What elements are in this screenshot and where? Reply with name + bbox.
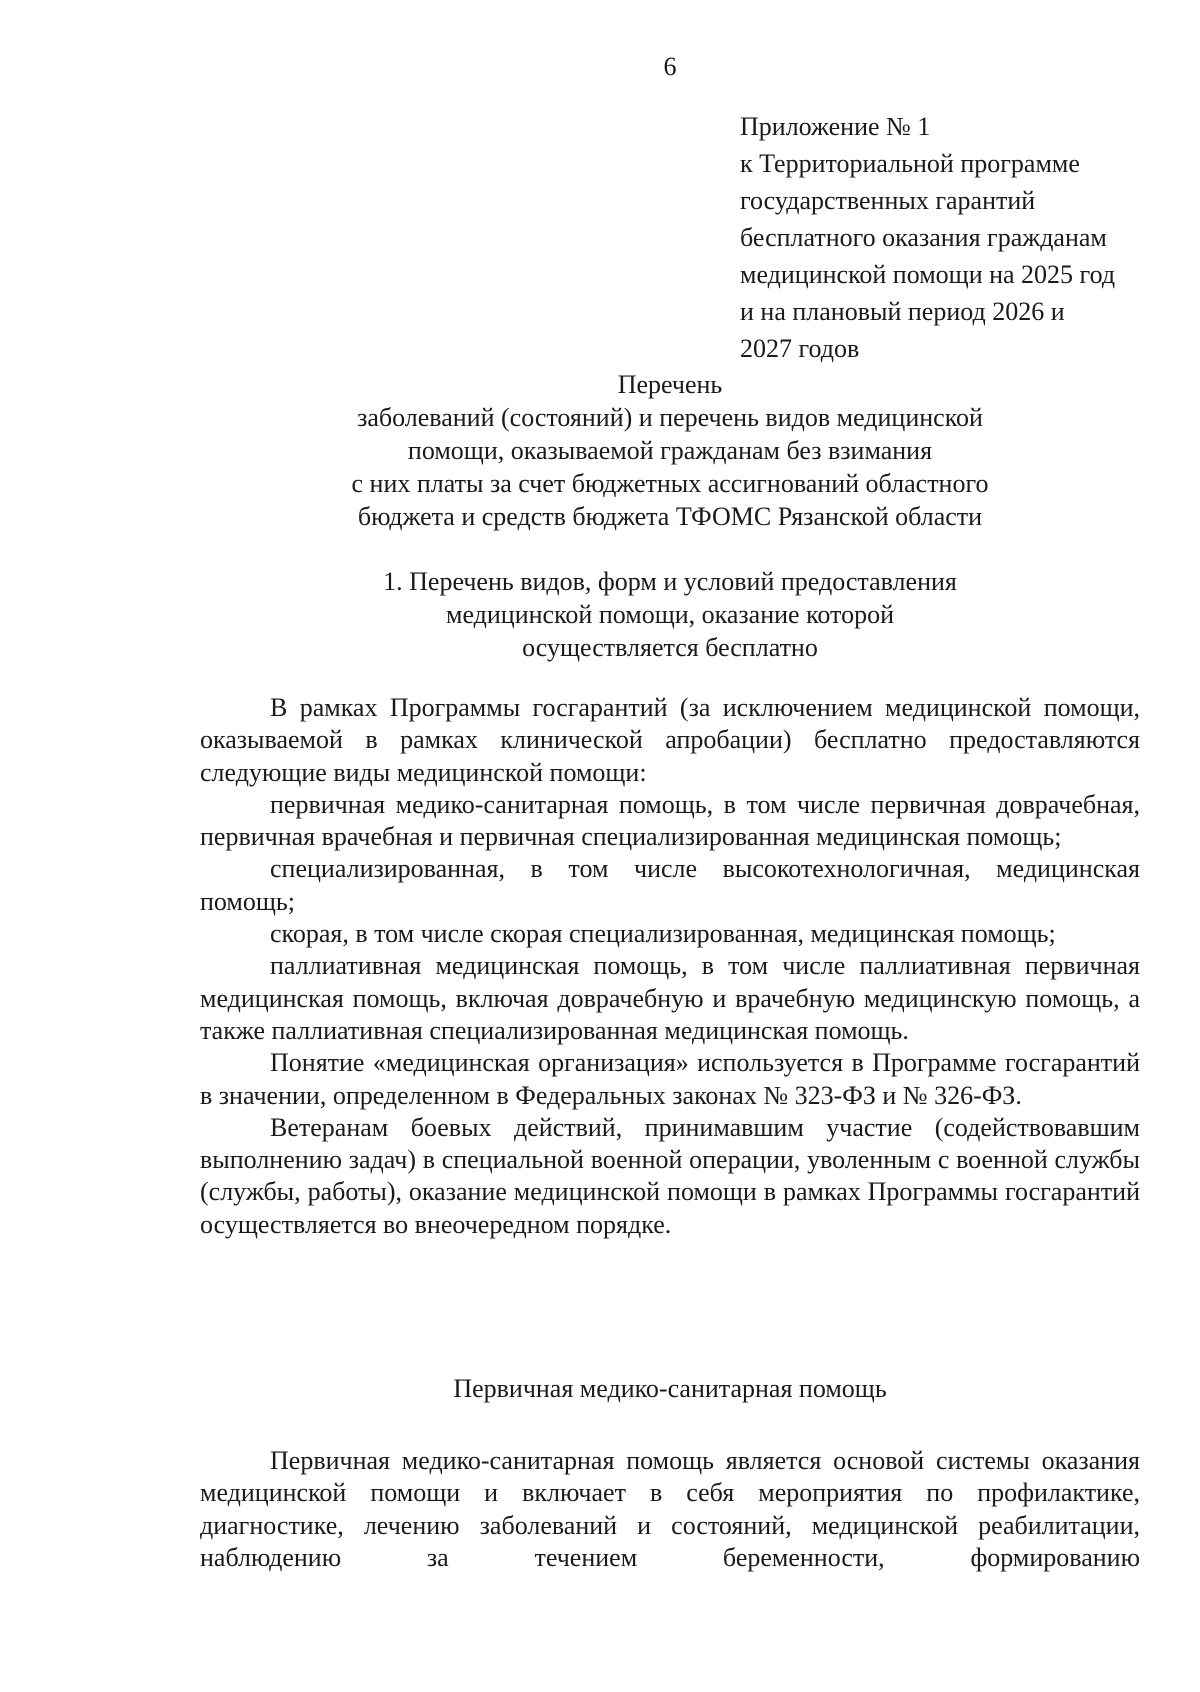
appendix-line: медицинской помощи на 2025 год xyxy=(740,260,1116,289)
section-heading-line: медицинской помощи, оказание которой xyxy=(446,600,894,629)
section-heading-line: 1. Перечень видов, форм и условий предоставления xyxy=(383,567,957,596)
paragraph: В рамках Программы госгарантий (за исключением медицинской помощи, оказываемой в рамках клинической апробации) бесплатно предоставляются следующие виды медицинской помощи: xyxy=(200,693,1140,787)
primary-care-heading: Первичная медико-санитарная помощь xyxy=(453,1374,887,1403)
paragraph: скорая, в том числе скорая специализированная, медицинская помощь; xyxy=(270,919,1056,949)
appendix-line: 2027 годов xyxy=(740,334,860,363)
paragraph: Первичная медико-санитарная помощь является основой системы оказания медицинской помощи и включает в себя мероприятия по профилактике, диагностике, лечению заболеваний и состояний, медицинской реабилитации, наблюдению за течением беременности, формированию xyxy=(200,1446,1140,1572)
appendix-line: бесплатного оказания гражданам xyxy=(740,223,1107,252)
section-heading-line: осуществляется бесплатно xyxy=(522,633,818,662)
title-line: Перечень xyxy=(617,370,723,399)
section-1-body xyxy=(200,692,1140,1241)
appendix-line: и на плановый период 2026 и xyxy=(740,297,1065,326)
appendix-note xyxy=(740,108,1180,367)
appendix-line: государственных гарантий xyxy=(740,186,1036,215)
paragraph: паллиативная медицинская помощь, в том числе паллиативная первичная медицинская помощь, включая доврачебную и врачебную медицинскую помощь, а также паллиативная специализированная медицинская помощь. xyxy=(200,951,1140,1045)
paragraph: первичная медико-санитарная помощь, в том числе первичная доврачебная, первичная врачебная и первичная специализированная медицинская помощь; xyxy=(200,789,1140,852)
paragraph: Ветеранам боевых действий, принимавшим участие (содействовавшим выполнению задач) в специальной военной операции, уволенным с военной службы (службы, работы), оказание медицинской помощи в рамках Программы госгарантий осуществляется во внеочередном порядке. xyxy=(200,1112,1140,1239)
appendix-line: к Территориальной программе xyxy=(740,149,1080,178)
paragraph: Понятие «медицинская организация» используется в Программе госгарантий в значении, определенном в Федеральных законах № 323-ФЗ и № 326-ФЗ. xyxy=(200,1048,1140,1110)
document-title xyxy=(200,368,1140,533)
title-line: помощи, оказываемой гражданам без взимания xyxy=(407,436,933,465)
page-number: 6 xyxy=(663,52,677,81)
title-line: бюджета и средств бюджета ТФОМС Рязанской области xyxy=(357,502,983,531)
title-line: с них платы за счет бюджетных ассигнований областного xyxy=(351,469,989,498)
title-line: заболеваний (состояний) и перечень видов медицинской xyxy=(357,403,983,432)
appendix-line: Приложение № 1 xyxy=(740,112,931,141)
primary-care-body xyxy=(200,1445,1140,1574)
paragraph: специализированная, в том числе высокотехнологичная, медицинская помощь; xyxy=(200,854,1140,916)
section-1-heading xyxy=(200,565,1140,664)
